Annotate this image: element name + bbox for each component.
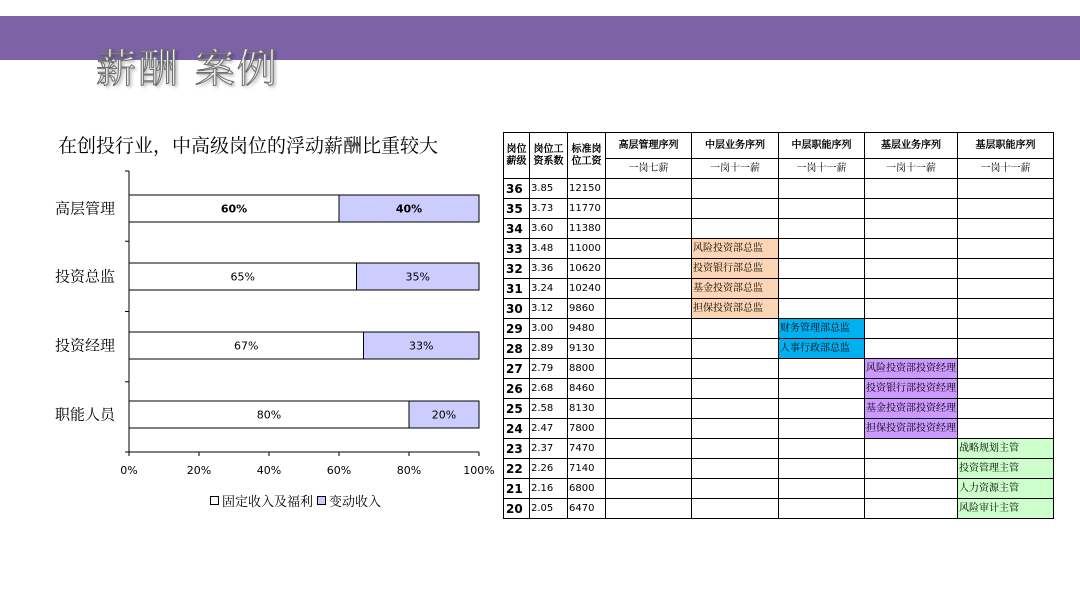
cell-empty <box>606 359 692 379</box>
table-row <box>504 459 1054 479</box>
cell-coef: 3.73 <box>530 199 568 219</box>
cell-position: 风险审计主管 <box>958 499 1054 519</box>
table-body <box>504 179 1054 519</box>
cell-coef: 2.47 <box>530 419 568 439</box>
bar-data-label: 20% <box>431 408 457 422</box>
cell-empty <box>606 259 692 279</box>
table-row <box>504 439 1054 459</box>
cell-wage: 11000 <box>568 239 606 259</box>
cell-empty <box>606 199 692 219</box>
cell-empty <box>692 479 779 499</box>
cell-empty <box>779 379 865 399</box>
cell-empty <box>958 339 1054 359</box>
cell-empty <box>865 459 958 479</box>
x-tick-label: 20% <box>186 464 212 477</box>
cell-position: 人力资源主管 <box>958 479 1054 499</box>
table-row <box>504 399 1054 419</box>
cell-position: 人事行政部总监 <box>779 339 865 359</box>
cell-empty <box>865 299 958 319</box>
cell-empty <box>779 219 865 239</box>
cell-empty <box>779 399 865 419</box>
cell-empty <box>865 199 958 219</box>
cell-position: 投资管理主管 <box>958 459 1054 479</box>
cell-empty <box>958 319 1054 339</box>
cell-position: 财务管理部总监 <box>779 319 865 339</box>
cell-position: 投资银行部投资经理 <box>865 379 958 399</box>
cell-wage: 10240 <box>568 279 606 299</box>
table-row <box>504 499 1054 519</box>
header-grade: 岗位薪级 <box>504 133 530 179</box>
cell-empty <box>692 419 779 439</box>
cell-empty <box>865 319 958 339</box>
cell-empty <box>606 459 692 479</box>
cell-empty <box>779 179 865 199</box>
cell-empty <box>779 299 865 319</box>
cell-wage: 7470 <box>568 439 606 459</box>
cell-empty <box>958 299 1054 319</box>
cell-empty <box>606 379 692 399</box>
bar-data-label: 35% <box>405 270 430 284</box>
cell-empty <box>865 499 958 519</box>
x-tick-label: 40% <box>256 464 282 477</box>
cell-level: 22 <box>504 459 530 479</box>
cell-empty <box>606 439 692 459</box>
cell-position: 投资银行部总监 <box>692 259 779 279</box>
cell-empty <box>606 279 692 299</box>
cell-empty <box>692 379 779 399</box>
cell-coef: 3.00 <box>530 319 568 339</box>
cell-position: 担保投资部投资经理 <box>865 419 958 439</box>
cell-empty <box>779 419 865 439</box>
subheader-mid-function: 一岗十一薪 <box>779 159 865 179</box>
header-seq-senior-mgmt: 高层管理序列 <box>606 133 692 159</box>
cell-level: 36 <box>504 179 530 199</box>
cell-position: 战略规划主管 <box>958 439 1054 459</box>
cell-empty <box>958 259 1054 279</box>
cell-position: 基金投资部总监 <box>692 279 779 299</box>
cell-empty <box>692 439 779 459</box>
category-label: 投资总监 <box>55 267 116 286</box>
cell-coef: 2.79 <box>530 359 568 379</box>
cell-coef: 2.37 <box>530 439 568 459</box>
cell-coef: 2.26 <box>530 459 568 479</box>
slide-title: 薪酬 案例 <box>96 46 279 92</box>
cell-position: 基金投资部投资经理 <box>865 399 958 419</box>
cell-coef: 3.85 <box>530 179 568 199</box>
cell-empty <box>606 219 692 239</box>
table-row <box>504 259 1054 279</box>
cell-empty <box>958 179 1054 199</box>
cell-empty <box>779 359 865 379</box>
cell-level: 26 <box>504 379 530 399</box>
cell-wage: 6470 <box>568 499 606 519</box>
table-row <box>504 219 1054 239</box>
cell-wage: 6800 <box>568 479 606 499</box>
table-row <box>504 359 1054 379</box>
cell-empty <box>865 339 958 359</box>
table-row <box>504 239 1054 259</box>
cell-position: 风险投资部总监 <box>692 239 779 259</box>
cell-wage: 8460 <box>568 379 606 399</box>
header-coef: 岗位工资系数 <box>530 133 568 179</box>
category-label: 高层管理 <box>55 199 116 218</box>
cell-wage: 11380 <box>568 219 606 239</box>
x-tick-label: 80% <box>396 464 422 477</box>
cell-empty <box>692 359 779 379</box>
cell-wage: 7800 <box>568 419 606 439</box>
cell-empty <box>865 259 958 279</box>
cell-empty <box>779 479 865 499</box>
cell-empty <box>692 179 779 199</box>
chart-legend <box>210 491 385 510</box>
bar-data-label: 40% <box>395 202 423 216</box>
table-row <box>504 279 1054 299</box>
legend-label-variable: 变动收入 <box>329 495 382 510</box>
x-tick-label: 0% <box>120 464 138 477</box>
cell-empty <box>779 499 865 519</box>
cell-empty <box>606 339 692 359</box>
cell-empty <box>606 419 692 439</box>
cell-empty <box>606 479 692 499</box>
legend-swatch-variable <box>317 496 326 505</box>
table-row <box>504 379 1054 399</box>
header-seq-mid-function: 中层职能序列 <box>779 133 865 159</box>
cell-empty <box>779 259 865 279</box>
cell-wage: 9480 <box>568 319 606 339</box>
salary-grade-table <box>503 132 1054 519</box>
cell-level: 35 <box>504 199 530 219</box>
cell-wage: 7140 <box>568 459 606 479</box>
cell-empty <box>865 219 958 239</box>
legend-label-fixed: 固定收入及福利 <box>222 495 314 510</box>
cell-coef: 2.68 <box>530 379 568 399</box>
cell-wage: 9860 <box>568 299 606 319</box>
cell-wage: 12150 <box>568 179 606 199</box>
table-row <box>504 419 1054 439</box>
subheader-base-business: 一岗十一薪 <box>865 159 958 179</box>
table-row <box>504 479 1054 499</box>
cell-empty <box>779 439 865 459</box>
cell-empty <box>865 279 958 299</box>
cell-level: 33 <box>504 239 530 259</box>
cell-coef: 2.16 <box>530 479 568 499</box>
cell-empty <box>958 419 1054 439</box>
stacked-bar-chart <box>0 160 500 490</box>
cell-empty <box>606 499 692 519</box>
cell-wage: 9130 <box>568 339 606 359</box>
header-seq-base-business: 基层业务序列 <box>865 133 958 159</box>
cell-coef: 3.60 <box>530 219 568 239</box>
cell-wage: 10620 <box>568 259 606 279</box>
cell-empty <box>692 399 779 419</box>
cell-wage: 8130 <box>568 399 606 419</box>
cell-empty <box>958 399 1054 419</box>
cell-empty <box>606 399 692 419</box>
table-row <box>504 179 1054 199</box>
cell-empty <box>692 199 779 219</box>
x-tick-label: 100% <box>463 464 495 477</box>
subheader-senior-mgmt: 一岗七薪 <box>606 159 692 179</box>
legend-item-fixed <box>210 491 313 510</box>
legend-item-variable <box>317 491 381 510</box>
cell-empty <box>692 499 779 519</box>
cell-empty <box>865 439 958 459</box>
bar-data-label: 33% <box>409 339 434 353</box>
x-tick-label: 60% <box>326 464 352 477</box>
cell-position: 担保投资部总监 <box>692 299 779 319</box>
cell-empty <box>606 179 692 199</box>
bar-data-label: 67% <box>234 339 259 353</box>
cell-empty <box>692 459 779 479</box>
cell-empty <box>779 199 865 219</box>
cell-level: 21 <box>504 479 530 499</box>
cell-level: 28 <box>504 339 530 359</box>
table-row <box>504 339 1054 359</box>
cell-empty <box>692 339 779 359</box>
cell-coef: 3.24 <box>530 279 568 299</box>
table-header-row <box>504 133 1054 159</box>
cell-level: 34 <box>504 219 530 239</box>
legend-swatch-fixed <box>210 496 219 505</box>
cell-level: 24 <box>504 419 530 439</box>
cell-empty <box>692 219 779 239</box>
cell-empty <box>779 239 865 259</box>
table-row <box>504 199 1054 219</box>
subheader-mid-business: 一岗十一薪 <box>692 159 779 179</box>
cell-level: 30 <box>504 299 530 319</box>
cell-coef: 2.89 <box>530 339 568 359</box>
bar-data-label: 65% <box>230 270 255 284</box>
cell-coef: 3.12 <box>530 299 568 319</box>
cell-empty <box>958 219 1054 239</box>
cell-level: 20 <box>504 499 530 519</box>
cell-level: 27 <box>504 359 530 379</box>
cell-coef: 2.05 <box>530 499 568 519</box>
category-label: 职能人员 <box>55 405 116 424</box>
cell-empty <box>958 359 1054 379</box>
table-row <box>504 319 1054 339</box>
cell-empty <box>606 239 692 259</box>
cell-empty <box>958 199 1054 219</box>
table-row <box>504 299 1054 319</box>
cell-empty <box>865 479 958 499</box>
cell-empty <box>606 319 692 339</box>
cell-position: 风险投资部投资经理 <box>865 359 958 379</box>
cell-empty <box>958 279 1054 299</box>
cell-level: 25 <box>504 399 530 419</box>
header-seq-base-function: 基层职能序列 <box>958 133 1054 159</box>
cell-level: 23 <box>504 439 530 459</box>
bar-data-label: 80% <box>256 408 282 422</box>
header-wage: 标准岗位工资 <box>568 133 606 179</box>
cell-empty <box>958 239 1054 259</box>
header-seq-mid-business: 中层业务序列 <box>692 133 779 159</box>
cell-wage: 8800 <box>568 359 606 379</box>
cell-empty <box>865 239 958 259</box>
cell-empty <box>779 279 865 299</box>
cell-wage: 11770 <box>568 199 606 219</box>
cell-empty <box>865 179 958 199</box>
cell-level: 29 <box>504 319 530 339</box>
subheader-base-function: 一岗十一薪 <box>958 159 1054 179</box>
cell-empty <box>779 459 865 479</box>
cell-coef: 3.36 <box>530 259 568 279</box>
cell-coef: 2.58 <box>530 399 568 419</box>
cell-level: 32 <box>504 259 530 279</box>
chart-title: 在创投行业，中高级岗位的浮动薪酬比重较大 <box>58 135 439 157</box>
cell-empty <box>958 379 1054 399</box>
cell-empty <box>606 299 692 319</box>
bar-data-label: 60% <box>220 202 248 216</box>
cell-level: 31 <box>504 279 530 299</box>
cell-empty <box>692 319 779 339</box>
cell-coef: 3.48 <box>530 239 568 259</box>
category-label: 投资经理 <box>55 336 116 355</box>
